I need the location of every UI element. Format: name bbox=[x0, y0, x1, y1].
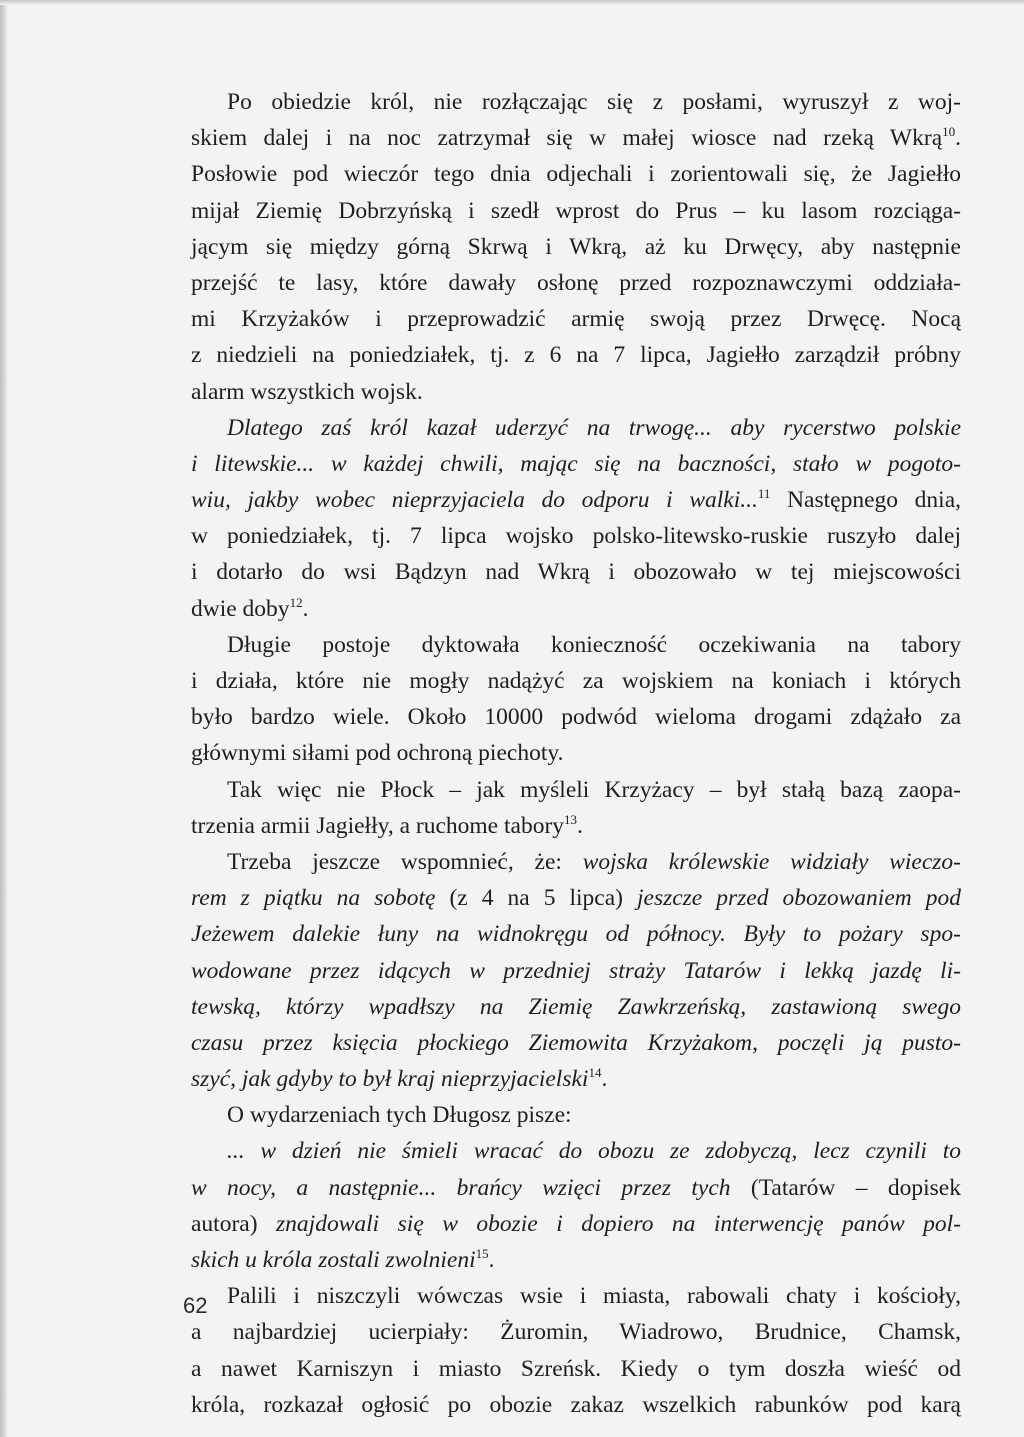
text-line bbox=[191, 410, 961, 446]
quote-text: tewską, którzy wpadłszy na Ziemię Zawkrzeńską, zastawioną swego bbox=[191, 993, 961, 1020]
text-line: w poniedziałek, tj. 7 lipca wojsko polsko-litewsko-ruskie ruszyło dalej bbox=[191, 523, 961, 550]
text-line bbox=[191, 916, 961, 952]
text-line: w nocy, a następnie... brańcy wzięci przez tych (Tatarów – dopisek bbox=[191, 1174, 961, 1201]
quote-text: jeszcze przed obozowaniem pod bbox=[636, 885, 961, 912]
text-line: alarm wszystkich wojsk. bbox=[191, 378, 423, 405]
text-line: króla, rozkazał ogłosić po obozie zakaz wszelkich rabunków pod karą bbox=[191, 1391, 961, 1418]
quote-text: Jeżewem dalekie łuny na widnokręgu od północy. Były to pożary spo- bbox=[191, 921, 961, 948]
text-line: Trzeba jeszcze wspomnieć, że: wojska królewskie widziały wieczo- bbox=[227, 848, 961, 875]
text-line: przejść te lasy, które dawały osłonę przed rozpoznawczymi oddziała- bbox=[191, 269, 961, 296]
text-line: Po obiedzie król, nie rozłączając się z posłami, wyruszył z woj- bbox=[227, 89, 961, 115]
text-line bbox=[191, 1133, 961, 1169]
quote-text: Dlatego zaś król kazał uderzyć na trwogę... aby rycerstwo polskie bbox=[227, 414, 961, 441]
text-line: skich u króla zostali zwolnieni$^{15}$. bbox=[191, 1246, 495, 1273]
text-line: i działa, które nie mogły nadążyć za wojskiem na koniach i których bbox=[191, 668, 961, 694]
scan-edge-top bbox=[0, 0, 1024, 5]
quote-text: czasu przez księcia płockiego Ziemowita Krzyżakom, poczęli ją pusto- bbox=[191, 1029, 961, 1056]
text-line: a nawet Karniszyn i miasto Szreńsk. Kiedy o tym doszła wieść od bbox=[191, 1355, 961, 1382]
text-line bbox=[191, 446, 961, 482]
footnote-ref: 12 bbox=[289, 594, 303, 610]
quote-text: i litewskie... w każdej chwili, mając się na baczności, stało w pogoto- bbox=[191, 450, 961, 477]
footnote-ref: 13 bbox=[564, 811, 578, 827]
text-line: trzenia armii Jagiełły, a ruchome tabory$^{13}$. bbox=[191, 811, 583, 839]
text-line: Długie postoje dyktowała konieczność oczekiwania na tabory bbox=[227, 631, 961, 658]
quote-text: wiu, jakby wobec nieprzyjaciela do odporu i walki... bbox=[191, 487, 758, 514]
quote-text: znajdowali się w obozie i dopiero na interwencję panów pol- bbox=[276, 1210, 962, 1237]
quote-text: rem z piątku na sobotę bbox=[191, 885, 436, 912]
text-line: głównymi siłami pod ochroną piechoty. bbox=[191, 740, 564, 767]
page-number: 62 bbox=[183, 1293, 208, 1318]
text-line: dwie doby$^{12}$. bbox=[191, 594, 309, 622]
text-line: mijał Ziemię Dobrzyńską i szedł wprost do Prus – ku lasom rozciąga- bbox=[191, 197, 961, 224]
text-line: O wydarzeniach tych Długosz pisze: bbox=[227, 1102, 572, 1129]
body-text bbox=[191, 84, 961, 1423]
text-line bbox=[191, 953, 961, 989]
quote-text: szyć, jak gdyby to był kraj nieprzyjacielski bbox=[191, 1066, 589, 1093]
footnote-ref: 15 bbox=[475, 1246, 489, 1261]
footnote-ref: 10 bbox=[942, 124, 956, 140]
footnote-ref: 11 bbox=[757, 486, 771, 502]
text-line: skiem dalej i na noc zatrzymał się w małej wiosce nad rzeką Wkrą$^{10}$. bbox=[191, 124, 961, 152]
text-line: Palili i niszczyli wówczas wsie i miasta, rabowali chaty i kościoły, bbox=[227, 1283, 961, 1310]
text-line: wiu, jakby wobec nieprzyjaciela do odporu i walki...$^{11}$ Następnego dnia, bbox=[191, 486, 961, 514]
quote-text: skich u króla zostali zwolnieni bbox=[191, 1247, 476, 1273]
quote-text: w nocy, a następnie... brańcy wzięci przez tych bbox=[191, 1174, 731, 1201]
quote-text: wodowane przez idących w przedniej straży Tatarów i lekką jazdę li- bbox=[191, 957, 961, 984]
text-line: autora) znajdowali się w obozie i dopiero na interwencję panów pol- bbox=[191, 1210, 962, 1237]
text-line: i dotarło do wsi Bądzyn nad Wkrą i obozowało w tej miejscowości bbox=[191, 559, 961, 586]
text-line: rem z piątku na sobotę (z 4 na 5 lipca) jeszcze przed obozowaniem pod bbox=[191, 885, 961, 912]
quote-text: ... w dzień nie śmieli wracać do obozu ze zdobyczą, lecz czynili to bbox=[227, 1138, 961, 1165]
text-line bbox=[191, 989, 961, 1025]
text-line: z niedzieli na poniedziałek, tj. z 6 na 7 lipca, Jagiełło zarządził próbny bbox=[191, 342, 961, 369]
text-line: Posłowie pod wieczór tego dnia odjechali i zorientowali się, że Jagiełło bbox=[191, 161, 961, 188]
text-line bbox=[191, 1025, 961, 1061]
text-line: jącym się między górną Skrwą i Wkrą, aż ku Drwęcy, aby następnie bbox=[191, 233, 961, 260]
scan-edge-left bbox=[0, 0, 7, 1437]
text-line: było bardzo wiele. Około 10000 podwód wieloma drogami zdążało za bbox=[191, 704, 961, 731]
text-line: Tak więc nie Płock – jak myśleli Krzyżacy – był stałą bazą zaopa- bbox=[227, 776, 961, 803]
quote-text: wojska królewskie widziały wieczo- bbox=[582, 848, 961, 875]
text-line: szyć, jak gdyby to był kraj nieprzyjacielski$^{14}$. bbox=[191, 1065, 608, 1093]
text-line: mi Krzyżaków i przeprowadzić armię swoją przez Drwęcę. Nocą bbox=[191, 306, 961, 333]
text-line: a najbardziej ucierpiały: Żuromin, Wiadrowo, Brudnice, Chamsk, bbox=[191, 1319, 961, 1346]
footnote-ref: 14 bbox=[588, 1065, 602, 1081]
